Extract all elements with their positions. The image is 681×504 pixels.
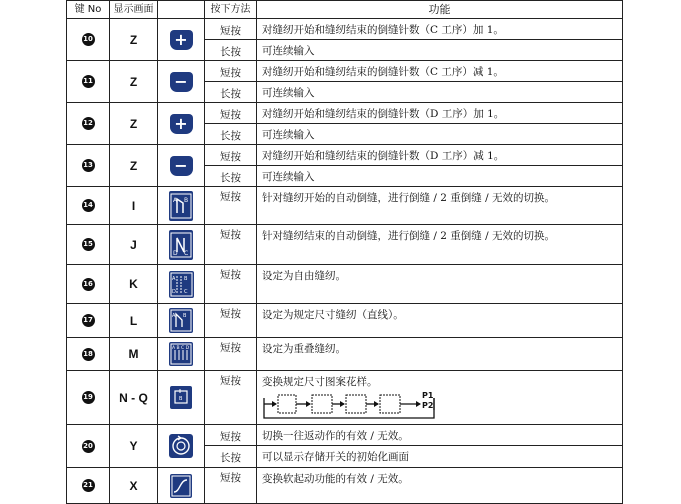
display-letter: J: [110, 225, 158, 265]
svg-text:B: B: [184, 196, 189, 204]
table-row: [67, 61, 623, 82]
key-number: 16: [82, 278, 95, 291]
flow-label-p2: P2: [422, 400, 434, 410]
svg-text:B: B: [183, 275, 187, 282]
display-letter: Z: [110, 103, 158, 145]
function-desc: 可连续输入: [257, 82, 623, 103]
function-desc: 对缝纫开始和缝纫结束的倒缝针数（C 工序）加 1。: [257, 19, 623, 40]
method-cell: 短按: [205, 371, 257, 425]
header-icon: [158, 1, 205, 19]
function-desc: 设定为规定尺寸缝纫（直线）。: [257, 304, 623, 338]
function-desc: 切换一往返动作的有效 / 无效。: [257, 425, 623, 446]
display-letter: I: [110, 187, 158, 225]
minus-icon[interactable]: −: [170, 72, 193, 92]
method-cell: 短按: [205, 187, 257, 225]
function-desc: 变换软起动功能的有效 / 无效。: [257, 468, 623, 504]
function-desc: 可连续输入: [257, 40, 623, 61]
key-number: 18: [82, 348, 95, 361]
free-sewing-icon[interactable]: [169, 271, 194, 298]
method-cell: 短按: [205, 338, 257, 371]
key-number: 15: [82, 238, 95, 251]
key-number: 13: [82, 159, 95, 172]
table-row: [67, 468, 623, 504]
function-desc: 可连续输入: [257, 166, 623, 187]
function-desc: 可连续输入: [257, 124, 623, 145]
pattern-switch-icon[interactable]: [170, 386, 192, 409]
method-cell: 短按: [205, 61, 257, 82]
key-number: 21: [82, 479, 95, 492]
display-letter: Z: [110, 145, 158, 187]
display-letter: Z: [110, 19, 158, 61]
display-letter: K: [110, 265, 158, 304]
svg-text:C: C: [183, 288, 187, 295]
svg-text:D: D: [173, 249, 178, 257]
display-letter: L: [110, 304, 158, 338]
method-cell: 短按: [205, 304, 257, 338]
table-row: [67, 338, 623, 371]
header-display: 显示画面: [110, 1, 158, 19]
display-letter: X: [110, 468, 158, 504]
table-row: [67, 187, 623, 225]
flow-label-p1: P1: [422, 390, 434, 400]
key-number: 14: [82, 199, 95, 212]
function-desc: 设定为重叠缝纫。: [257, 338, 623, 371]
soft-start-icon[interactable]: [170, 474, 192, 498]
svg-text:C: C: [184, 249, 189, 257]
header-row: [67, 1, 623, 19]
key-number: 20: [82, 440, 95, 453]
method-cell: 长按: [205, 166, 257, 187]
plus-icon[interactable]: +: [170, 30, 193, 50]
svg-text:B: B: [183, 313, 187, 319]
method-cell: 长按: [205, 82, 257, 103]
key-number: 10: [82, 33, 95, 46]
function-desc: 设定为自由缝纫。: [257, 265, 623, 304]
method-cell: 短按: [205, 145, 257, 166]
pattern-flow-diagram: [262, 392, 622, 420]
function-desc: 对缝纫开始和缝纫结束的倒缝针数（D 工序）加 1。: [257, 103, 623, 124]
table-row: [67, 304, 623, 338]
table-row: [67, 103, 623, 124]
function-desc: 对缝纫开始和缝纫结束的倒缝针数（D 工序）减 1。: [257, 145, 623, 166]
overlapped-sewing-icon[interactable]: [169, 342, 193, 366]
key-function-table: [66, 0, 623, 504]
function-desc: 针对缝纫开始的自动倒缝，进行倒缝 / 2 重倒缝 / 无效的切换。: [257, 187, 623, 225]
header-method: 按下方法: [205, 1, 257, 19]
function-desc: 变换规定尺寸图案花样。: [262, 376, 378, 388]
display-letter: Z: [110, 61, 158, 103]
key-number: 12: [82, 117, 95, 130]
plus-icon[interactable]: +: [170, 114, 193, 134]
header-key: 键 No: [67, 1, 110, 19]
method-cell: 短按: [205, 468, 257, 504]
svg-text:A B C D: A B C D: [172, 346, 190, 351]
svg-text:A: A: [173, 196, 178, 204]
table-row: [67, 371, 623, 425]
table-row: [67, 19, 623, 40]
method-cell: 短按: [205, 103, 257, 124]
svg-text:A: A: [171, 275, 175, 282]
svg-text:D: D: [171, 288, 176, 295]
minus-icon[interactable]: −: [170, 156, 193, 176]
end-backtack-icon[interactable]: [169, 230, 193, 260]
method-cell: 短按: [205, 265, 257, 304]
function-desc: 针对缝纫结束的自动倒缝，进行倒缝 / 2 重倒缝 / 无效的切换。: [257, 225, 623, 265]
table-row: [67, 225, 623, 265]
start-backtack-icon[interactable]: [169, 191, 193, 221]
header-function: 功能: [257, 1, 623, 19]
key-number: 17: [82, 314, 95, 327]
method-cell: 长按: [205, 446, 257, 468]
constant-dimension-icon[interactable]: [169, 308, 193, 333]
function-desc: 对缝纫开始和缝纫结束的倒缝针数（C 工序）减 1。: [257, 61, 623, 82]
svg-text:A: A: [172, 313, 176, 319]
key-number: 11: [82, 75, 95, 88]
function-desc: 可以显示存储开关的初始化画面: [257, 446, 623, 468]
method-cell: 短按: [205, 425, 257, 446]
table-row: [67, 265, 623, 304]
method-cell: 短按: [205, 225, 257, 265]
display-letter: M: [110, 338, 158, 371]
display-letter: N - Q: [110, 371, 158, 425]
table-row: [67, 145, 623, 166]
method-cell: 长按: [205, 124, 257, 145]
display-letter: Y: [110, 425, 158, 468]
key-number: 19: [82, 391, 95, 404]
method-cell: 长按: [205, 40, 257, 61]
table-row: [67, 425, 623, 446]
method-cell: 短按: [205, 19, 257, 40]
reverse-feed-icon[interactable]: [169, 434, 193, 458]
svg-text:B: B: [179, 396, 183, 402]
